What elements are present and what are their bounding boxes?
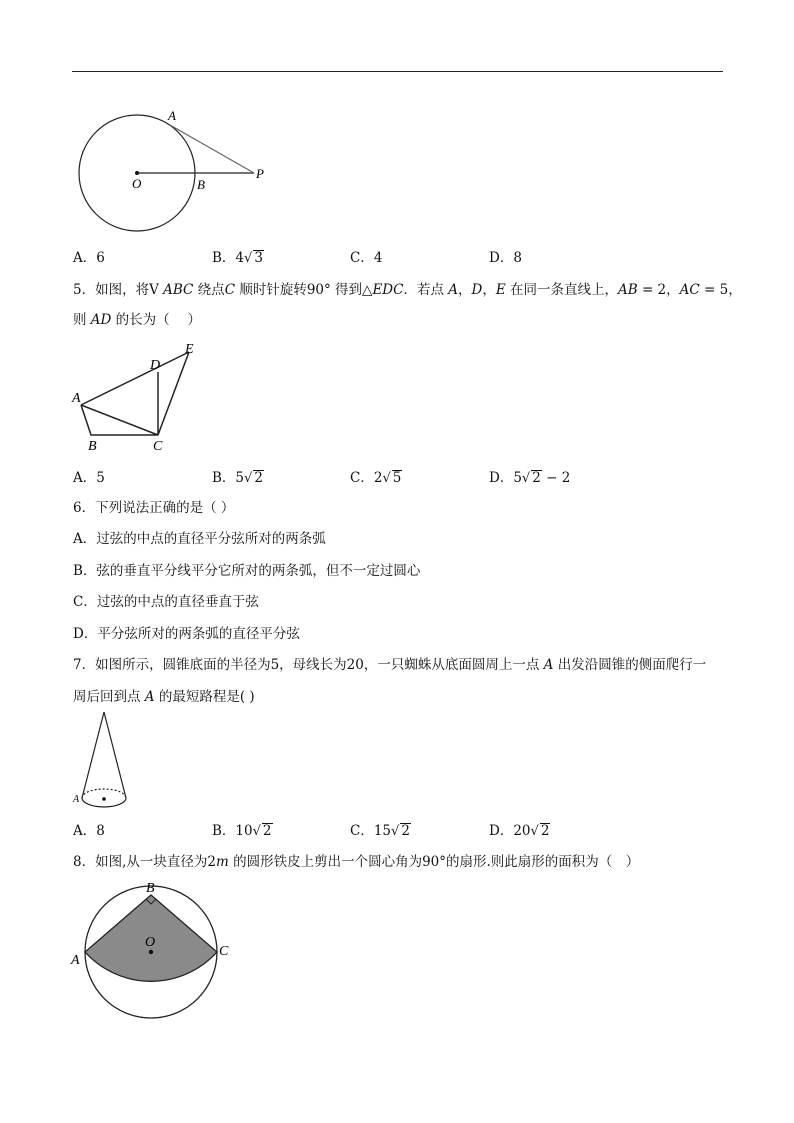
radicand: 2 (540, 823, 550, 839)
q5-option-b[interactable] (212, 469, 264, 488)
q4-option-c[interactable] (350, 249, 382, 267)
q7-option-d[interactable] (489, 822, 550, 841)
text: 则 (73, 312, 91, 328)
q8-label-b: B (146, 881, 155, 896)
q6-stem: 6．下列说法正确的是（ ） (73, 500, 235, 516)
text: D (471, 282, 483, 298)
text: 顺时针旋转90° 得到△ (235, 282, 373, 298)
text: 5．如图，将 (73, 282, 150, 298)
q4-label-b: B (197, 177, 205, 192)
option-letter: D． (489, 823, 514, 839)
q7-figure-cone (70, 710, 135, 815)
text: ABC (163, 282, 194, 298)
text: 的长为（ ） (111, 312, 201, 328)
option-value: 5 (96, 470, 105, 486)
option-letter: D． (489, 250, 514, 266)
q4-option-d[interactable] (489, 249, 522, 267)
q7-option-b[interactable] (212, 822, 273, 841)
q4-center-dot (135, 171, 139, 175)
q5-label-c: C (153, 439, 163, 454)
q5-option-a[interactable] (73, 469, 105, 487)
q5-stem-line1 (73, 281, 742, 299)
text: 周后回到点 (73, 689, 145, 705)
text: E (495, 282, 506, 298)
text: 在同一条直线上， (505, 282, 618, 298)
option-value: 4 (235, 250, 245, 266)
radicand: 3 (254, 250, 263, 266)
option-value: 8 (513, 250, 522, 266)
sqrt-sign: √ (252, 824, 261, 839)
q5-figure-rotation (68, 340, 208, 455)
q5-label-a: A (72, 391, 81, 406)
text: C (224, 282, 236, 298)
option-letter: A． (73, 470, 97, 486)
sqrt-sign: √ (382, 471, 391, 486)
option-value: 20 (513, 823, 531, 839)
text: 8．如图,从一块直径为2 (73, 854, 216, 870)
q8-center-dot (149, 950, 153, 954)
option-value-suffix: − 2 (541, 470, 571, 486)
q5-label-d: D (150, 358, 161, 373)
option-value: 15 (373, 823, 392, 839)
text: 绕点 (193, 282, 225, 298)
q7-base-back (82, 789, 126, 798)
q5-option-c[interactable] (350, 469, 402, 488)
q5-label-e: E (185, 342, 194, 357)
sqrt-sign: √ (244, 471, 253, 486)
q7-cone-right-edge (104, 712, 126, 798)
text: = 2， (637, 282, 680, 298)
q6-option-b[interactable]: B．弦的垂直平分线平分它所对的两条弧，但不一定过圆心 (73, 563, 421, 579)
radicand: 2 (532, 470, 541, 486)
option-letter: B． (212, 823, 236, 839)
q5-triangle-abc (81, 405, 158, 435)
text: 的最短路程是( ) (154, 689, 255, 705)
text: AC (679, 282, 700, 298)
q4-label-a: A (168, 108, 176, 123)
text: ．若点 (403, 282, 444, 298)
text: AD (90, 312, 112, 328)
option-letter: D． (489, 470, 514, 486)
text: m (215, 854, 229, 870)
q7-option-a[interactable] (73, 822, 105, 840)
q4-label-p: P (256, 166, 264, 181)
text: A (443, 282, 458, 298)
q8-stem (73, 853, 639, 871)
sqrt-sign: √ (521, 471, 531, 486)
option-value: 8 (96, 823, 105, 839)
q4-option-b[interactable] (212, 249, 264, 268)
q7-cone-left-edge (82, 712, 104, 798)
option-letter: A． (73, 250, 97, 266)
header-rule (72, 71, 723, 72)
text: = 5， (699, 282, 742, 298)
radicand: 2 (401, 823, 410, 839)
text: A (144, 689, 155, 705)
q6-option-a[interactable]: A．过弦的中点的直径平分弦所对的两条弧 (73, 531, 326, 547)
q4-figure-circle-tangent (70, 105, 270, 235)
q8-label-o: O (145, 935, 156, 950)
q8-label-c: C (219, 944, 229, 959)
q8-figure-sector (68, 878, 238, 1028)
option-value: 5 (235, 470, 245, 486)
q7-label-a: A (73, 794, 80, 805)
sqrt-sign: √ (244, 251, 253, 266)
q5-option-d[interactable] (489, 469, 570, 488)
q4-label-o: O (132, 176, 142, 191)
option-value: 10 (235, 823, 253, 839)
option-letter: C． (350, 250, 374, 266)
option-letter: B． (212, 250, 236, 266)
text: ， (458, 282, 472, 298)
option-value: 5 (513, 470, 522, 486)
option-value: 6 (96, 250, 105, 266)
q8-label-a: A (71, 953, 80, 968)
sqrt-sign: √ (391, 824, 400, 839)
q5-stem-line2 (73, 311, 201, 329)
q5-label-b: B (88, 439, 97, 454)
text: A (543, 657, 554, 673)
option-letter: A． (73, 823, 97, 839)
text: ， (482, 282, 496, 298)
text: 7．如图所示，圆锥底面的半径为5，母线长为20，一只蜘蛛从底面圆周上一点 (73, 657, 544, 673)
q4-option-a[interactable] (73, 249, 105, 267)
radicand: 2 (254, 470, 263, 486)
radicand: 2 (262, 823, 272, 839)
text: V (149, 282, 164, 298)
q7-stem-line1 (73, 656, 706, 674)
radicand: 5 (392, 470, 402, 486)
q6-option-c[interactable]: C．过弦的中点的直径垂直于弦 (73, 594, 259, 610)
q6-option-d[interactable]: D．平分弦所对的两条弧的直径平分弦 (73, 626, 300, 642)
option-value: 2 (373, 470, 383, 486)
text: 出发沿圆锥的侧面爬行一 (553, 657, 707, 673)
option-value: 4 (373, 250, 383, 266)
sqrt-sign: √ (530, 824, 539, 839)
q4-tangent-ap (170, 125, 254, 173)
q7-stem-line2 (73, 688, 255, 706)
text: 的圆形铁皮上剪出一个圆心角为90°的扇形.则此扇形的面积为（ ） (228, 854, 640, 870)
q7-base-center-dot (102, 797, 106, 801)
text: AB (617, 282, 638, 298)
option-letter: B． (212, 470, 236, 486)
option-letter: C． (350, 470, 374, 486)
q7-option-c[interactable] (350, 822, 411, 841)
option-letter: C． (350, 823, 374, 839)
text: EDC (372, 282, 404, 298)
